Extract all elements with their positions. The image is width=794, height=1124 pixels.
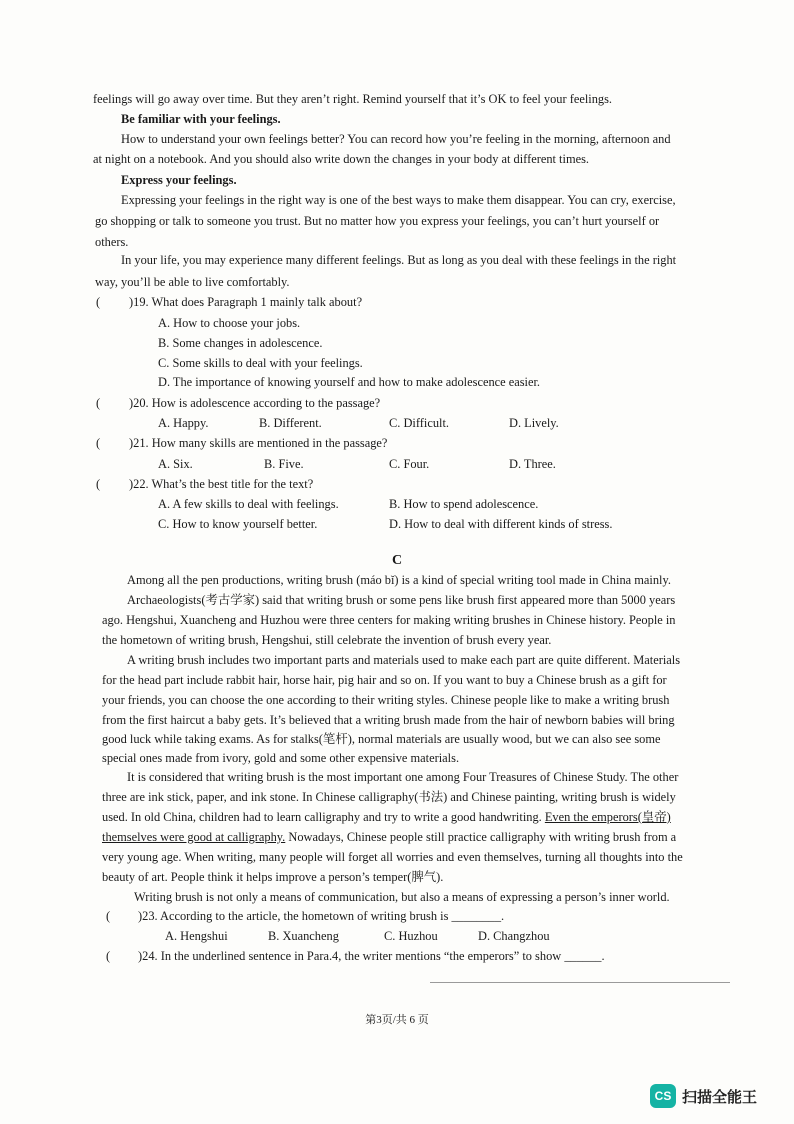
answer-paren[interactable]: (	[96, 295, 101, 309]
option: C. How to know yourself better.	[158, 517, 318, 531]
option: D. Three.	[509, 457, 556, 471]
option: C. Difficult.	[389, 416, 449, 430]
passage-line: Expressing your feelings in the right way is one of the best ways to make them disappear. You can cry, exercise,	[121, 193, 676, 207]
option: D. Lively.	[509, 416, 559, 430]
question-stem: )23. According to the article, the hometown of writing brush is ________.	[138, 909, 505, 923]
option: B. Five.	[264, 457, 304, 471]
passage-line: Among all the pen productions, writing brush (máo bǐ) is a kind of special writing tool made in China mainly.	[127, 573, 671, 587]
page-footer: 第3页/共 6 页	[365, 1014, 429, 1026]
option: D. The importance of knowing yourself and how to make adolescence easier.	[158, 375, 541, 389]
passage-line: It is considered that writing brush is the most important one among Four Treasures of Chinese Study. The other	[127, 770, 679, 784]
option: B. Some changes in adolescence.	[158, 336, 323, 350]
passage-line: go shopping or talk to someone you trust. But no matter how you express your feelings, you can’t hurt yourself or	[95, 214, 660, 228]
passage-line: for the head part include rabbit hair, horse hair, pig hair and so on. If you want to buy a Chinese brush as a gift for	[102, 673, 667, 687]
passage-line: special ones made from ivory, gold and some other expensive materials.	[102, 751, 460, 765]
option: C. Four.	[389, 457, 430, 471]
passage-line: good luck while taking exams. As for stalks(笔杆), normal materials are usually wood, but we can also see some	[102, 732, 661, 746]
passage-text: used. In old China, children had to learn calligraphy and try to write a good handwriting.	[102, 810, 545, 824]
question-stem: )22. What’s the best title for the text?	[129, 477, 314, 491]
option: C. Huzhou	[384, 929, 438, 943]
section-heading: C	[391, 553, 403, 568]
passage-line: way, you’ll be able to live comfortably.	[95, 275, 290, 289]
option: B. How to spend adolescence.	[389, 497, 539, 511]
camscanner-logo-icon: CS	[650, 1084, 676, 1108]
answer-paren[interactable]: (	[96, 477, 101, 491]
passage-line: How to understand your own feelings better? You can record how you’re feeling in the morning, afternoon and	[121, 132, 671, 146]
divider	[430, 982, 730, 983]
answer-paren[interactable]: (	[96, 396, 101, 410]
passage-line	[102, 809, 671, 825]
passage-line: your friends, you can choose the one according to their writing styles. Chinese people like to make a writing brush	[102, 693, 670, 707]
option: A. A few skills to deal with feelings.	[158, 497, 339, 511]
option: A. Happy.	[158, 416, 209, 430]
subheading: Be familiar with your feelings.	[121, 112, 281, 126]
passage-line: others.	[95, 235, 129, 249]
passage-line: very young age. When writing, many people will forget all worries and even themselves, turning all thoughts into the	[102, 850, 683, 864]
passage-line: In your life, you may experience many different feelings. But as long as you deal with these feelings in the right	[121, 253, 677, 267]
underlined-sentence: themselves were good at calligraphy.	[102, 830, 286, 844]
passage-line: Archaeologists(考古学家) said that writing brush or some pens like brush first appeared more than 5000 years	[127, 593, 676, 607]
passage-line: Writing brush is not only a means of communication, but also a means of expressing a person’s inner world.	[134, 890, 670, 904]
option: A. Hengshui	[165, 929, 228, 943]
passage-line: feelings will go away over time. But they aren’t right. Remind yourself that it’s OK to feel your feelings.	[93, 92, 613, 106]
answer-paren[interactable]: (	[96, 436, 101, 450]
passage-line: three are ink stick, paper, and ink stone. In Chinese calligraphy(书法) and Chinese painting, writing brush is widely	[102, 790, 676, 804]
question-stem: )20. How is adolescence according to the passage?	[129, 396, 381, 410]
passage-line: beauty of art. People think it helps improve a person’s temper(脾气).	[102, 870, 444, 884]
passage-line: at night on a notebook. And you should also write down the changes in your body at different times.	[93, 152, 589, 166]
subheading: Express your feelings.	[121, 173, 237, 187]
passage-line: ago. Hengshui, Xuancheng and Huzhou were three centers for making writing brushes in Chinese history. People in	[102, 613, 676, 627]
option: B. Different.	[259, 416, 322, 430]
passage-line: from the first haircut a baby gets. It’s believed that a writing brush made from the hair of newborn babies will bring	[102, 713, 675, 727]
question-stem: )19. What does Paragraph 1 mainly talk about?	[129, 295, 363, 309]
scanner-watermark	[650, 1082, 757, 1110]
option: D. How to deal with different kinds of stress.	[389, 517, 613, 531]
passage-line: A writing brush includes two important parts and materials used to make each part are quite different. Materials	[127, 653, 681, 667]
passage-text: Nowadays, Chinese people still practice calligraphy with writing brush from a	[285, 830, 677, 844]
option: A. Six.	[158, 457, 193, 471]
underlined-sentence: Even the emperors(皇帝)	[544, 810, 671, 824]
option: A. How to choose your jobs.	[158, 316, 301, 330]
option: D. Changzhou	[478, 929, 550, 943]
answer-paren[interactable]: (	[106, 949, 111, 963]
question-stem: )24. In the underlined sentence in Para.4, the writer mentions “the emperors” to show ______.	[138, 949, 605, 963]
option: B. Xuancheng	[268, 929, 339, 943]
option: C. Some skills to deal with your feelings.	[158, 356, 363, 370]
watermark-text: 扫描全能王	[682, 1087, 758, 1106]
passage-line	[102, 829, 676, 845]
passage-line: the hometown of writing brush, Hengshui, still celebrate the invention of brush every year.	[102, 633, 552, 647]
question-stem: )21. How many skills are mentioned in the passage?	[129, 436, 388, 450]
answer-paren[interactable]: (	[106, 909, 111, 923]
